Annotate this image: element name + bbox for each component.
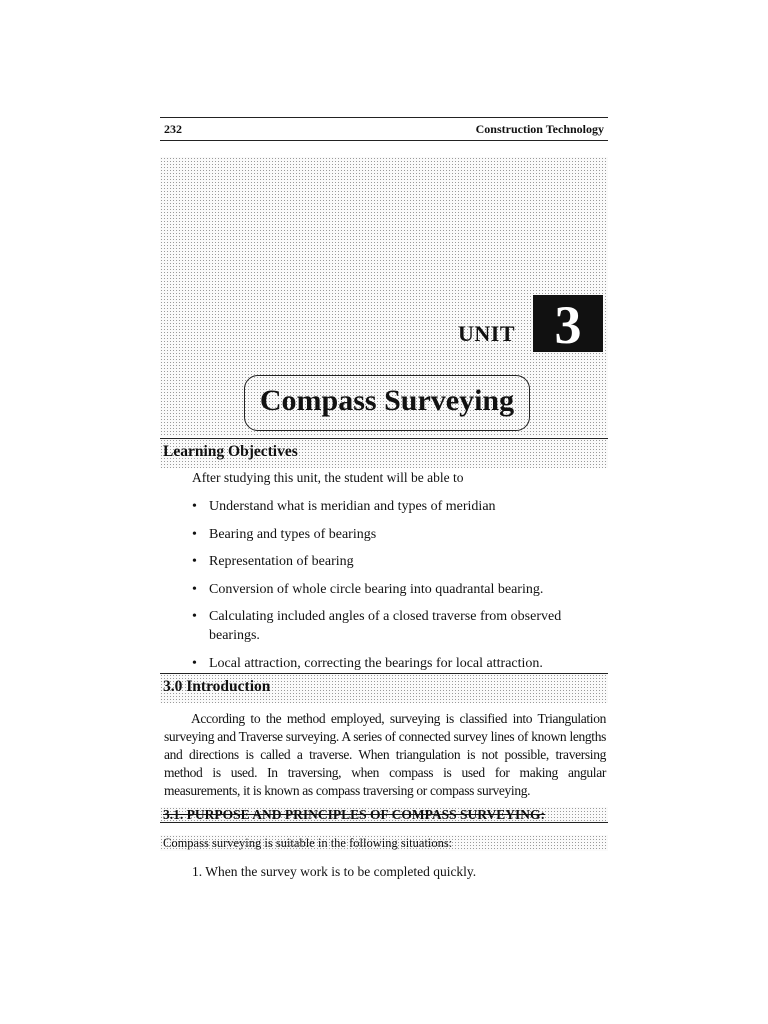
bullet-icon: • bbox=[192, 554, 197, 569]
section-3-1-note: Compass surveying is suitable in the following situations: bbox=[160, 835, 608, 851]
bullet-icon: • bbox=[192, 609, 197, 624]
unit-label: UNIT bbox=[458, 321, 516, 346]
objectives-list bbox=[192, 497, 602, 681]
bullet-icon: • bbox=[192, 581, 197, 597]
chapter-title: Compass Surveying bbox=[244, 375, 530, 431]
bullet-icon: • bbox=[192, 655, 197, 671]
list-item: • Representation of bearing bbox=[192, 554, 354, 569]
situation-item-1: 1. When the survey work is to be completed quickly. bbox=[192, 864, 477, 879]
learning-objectives-heading: Learning Objectives bbox=[160, 438, 608, 468]
unit-number-box: 3 bbox=[533, 295, 603, 352]
bullet-icon: • bbox=[192, 499, 197, 514]
bullet-icon: • bbox=[192, 526, 197, 542]
running-header bbox=[160, 117, 608, 141]
section-3-1-heading: 3.1. PURPOSE AND PRINCIPLES OF COMPASS SURVEYING: bbox=[160, 807, 608, 823]
list-item: • Conversion of whole circle bearing into quadrantal bearing. bbox=[192, 581, 544, 597]
running-title: Construction Technology bbox=[475, 122, 604, 136]
learning-objectives-intro: After studying this unit, the student will be able to bbox=[192, 470, 464, 485]
list-item: • Bearing and types of bearings bbox=[192, 526, 377, 542]
list-item: • Local attraction, correcting the bearings for local attraction. bbox=[192, 655, 543, 671]
introduction-paragraph: According to the method employed, surveying is classified into Triangulation surveying and Traverse surveying. A series of connected survey lines of known lengths and directions is called a traverse. When triangulation is not possible, traversing method is used. In traversing, when compass is used for making angular measurements, it is known as compass traversing or compass surveying. bbox=[164, 711, 606, 798]
page-number: 232 bbox=[164, 122, 182, 136]
list-item: • Calculating included angles of a closed traverse from observed bearings. bbox=[192, 609, 562, 643]
list-item: • Understand what is meridian and types of meridian bbox=[192, 499, 496, 514]
introduction-heading: 3.0 Introduction bbox=[160, 673, 608, 703]
